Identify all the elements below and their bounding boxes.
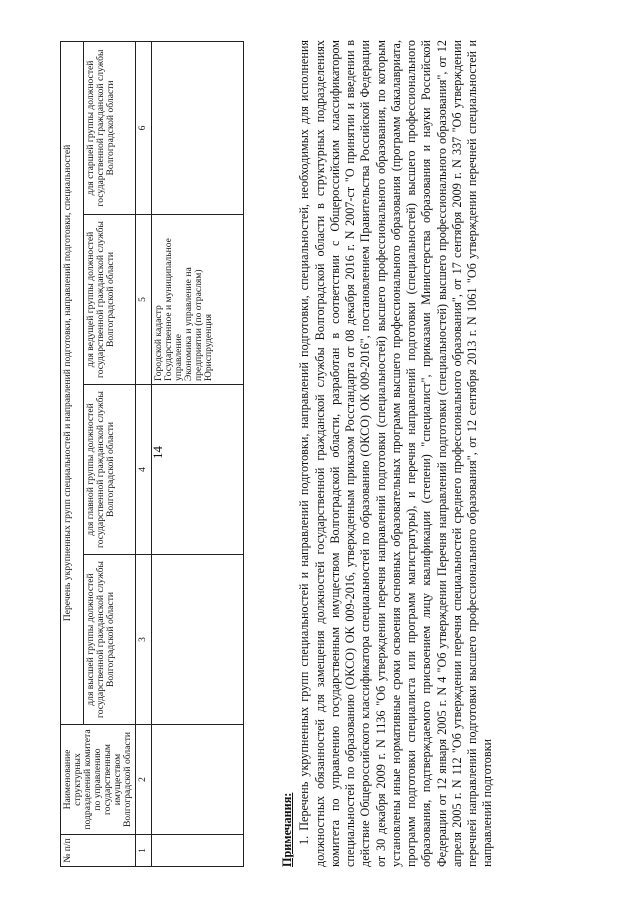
header-num: № п/п	[61, 835, 136, 867]
specialties-table	[60, 41, 244, 867]
cell-main	[151, 385, 243, 555]
notes-title: Примечания:	[280, 792, 294, 867]
notes-section	[280, 40, 496, 867]
cell-unit-name	[151, 725, 243, 835]
cell-senior	[151, 41, 243, 214]
cell-highest	[151, 555, 243, 725]
header-highest-group: для высшей группы должностей государственной гражданской службы Волгоградской области	[83, 555, 136, 725]
header-senior-group: для старшей группы должностей государственной гражданской службы Волгоградской области	[83, 41, 136, 214]
specialty-item: Городской кадастр	[152, 305, 164, 381]
col-number: 6	[136, 41, 151, 214]
cell-num	[151, 835, 243, 867]
specialty-item: Государственное и муниципальное управление	[162, 238, 184, 381]
header-leading-group: для ведущей группы должностей государственной гражданской службы Волгоградской области	[83, 215, 136, 385]
col-number: 4	[136, 385, 151, 555]
header-specialty-list: Перечень укрупненных групп специальностей и направлений подготовки, направлений подготовки, специальностей	[61, 41, 84, 724]
header-main-group: для главной группы должностей государственной гражданской службы Волгоградской области	[83, 385, 136, 555]
table-header-row	[61, 41, 84, 866]
page-number: 14	[150, 446, 165, 459]
table-row	[151, 41, 243, 866]
col-number: 1	[136, 835, 151, 867]
specialty-item: Юриспруденция	[202, 313, 214, 381]
col-number: 3	[136, 555, 151, 725]
column-number-row	[136, 41, 151, 866]
cell-leading	[151, 215, 243, 385]
specialty-item: Экономика и управление на предприятии (по отраслям)	[182, 267, 204, 381]
col-number: 5	[136, 215, 151, 385]
header-unit-name: Наименование структурных подразделений комитета по управлению государственным имуществом Волгоградской области	[61, 725, 136, 835]
notes-paragraph: 1. Перечень укрупненных групп специальностей и направлений подготовки, направлений подготовки, специальностей, необходимых для исполнения должностных обязанностей для замещения должностей государственной гражданской службы Волгоградской области в структурных подразделениях комитета по управлению государственным имуществом Волгоградской области, разработан в соответствии с Общероссийским классификатором специальностей по образованию (ОКСО) ОК 009-2016, утвержденным приказом Росстандарта от 08 декабря 2016 г. N 2007-ст "О принятии и введении в действие Общероссийского классификатора специальностей по образованию (ОКСО) ОК 009-2016", постановлением Правительства Российской Федерации от 30 декабря 2009 г. N 1136 "Об утверждении перечня направлений подготовки (специальностей) высшего профессионального образования, по которым установлены иные нормативные сроки освоения основных образовательных программ высшего профессионального образования (программ бакалавриата, программ подготовки специалиста или программ магистратуры), и перечня направлений подготовки (специальностей) высшего профессионального образования, подтверждаемого присвоением лицу квалификации (степени) "специалист", приказами Министерства образования и науки Российской Федерации от 12 января 2005 г. N 4 "Об утверждении Перечня направлений подготовки (специальностей) высшего профессионального образования", от 12 апреля 2005 г. N 112 "Об утверждении перечня специальностей среднего профессионального образования", от 17 сентября 2009 г. N 337 "Об утверждении перечней направлений подготовки высшего профессионального образования", от 12 сентября 2013 г. N 1061 "Об утверждении перечней специальностей и направлений подготовки	[297, 40, 495, 867]
col-number: 2	[136, 725, 151, 835]
